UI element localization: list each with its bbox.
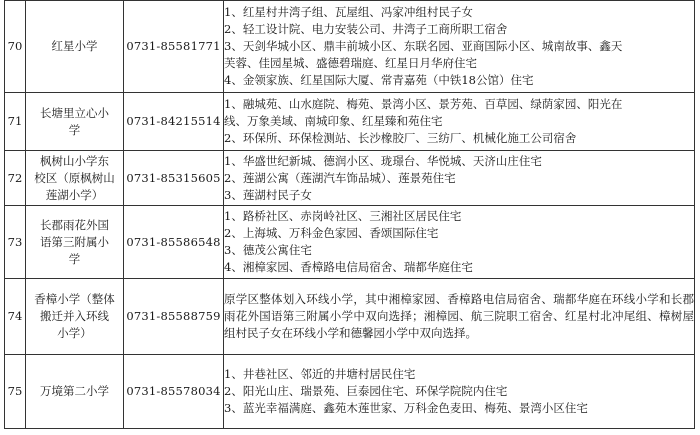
school-name — [26, 279, 124, 355]
district-areas — [224, 355, 695, 429]
school-name-line: 红星小学 — [51, 39, 98, 53]
school-phone: 0731-85581771 — [124, 1, 224, 93]
area-line: 1、融城苑、山水庭院、梅苑、景湾小区、景芳苑、百草园、绿荫家园、阳光在 — [224, 97, 623, 111]
school-name-line: 搬迁并入环线 — [40, 309, 109, 323]
area-paragraph: 原学区整体划入环线小学，其中湘樟家园、香樟路电信局宿舍、瑞都华庭在环线小学和长郡雨花外国语第三附属小学中双向选择；湘樟园、航三院职工宿舍、红星村北冲尾组、樟树屋组村民子女在环线小学和德馨园小学中双向选择。 — [224, 292, 694, 340]
district-areas — [224, 93, 695, 151]
row-number: 75 — [5, 355, 26, 429]
area-line: 1、红星村井湾子组、瓦屋组、冯家冲组村民子女 — [224, 5, 473, 19]
school-name — [26, 151, 124, 206]
school-phone: 0731-85315605 — [124, 151, 224, 206]
area-line: 1、华盛世纪新城、德润小区、珑璟台、华悦城、天济山庄住宅 — [224, 153, 542, 168]
table-row — [5, 151, 695, 206]
school-name — [26, 93, 124, 151]
area-line: 4、湘樟家园、香樟路电信局宿舍、瑞都华庭住宅 — [224, 260, 473, 274]
table-row — [5, 1, 695, 93]
area-line: 芙蓉、佳园星城、盛德碧瑞庭、红星日月华府住宅 — [224, 56, 477, 70]
area-line: 3、德茂公寓住宅 — [224, 243, 312, 257]
school-phone: 0731-85588759 — [124, 279, 224, 355]
area-line: 3、莲湖村民子女 — [224, 187, 312, 202]
row-number: 72 — [5, 151, 26, 206]
row-number: 74 — [5, 279, 26, 355]
area-line: 3、天剑华城小区、鼎丰前城小区、东联名园、亚商国际小区、城南故事、鑫天 — [224, 39, 623, 53]
area-line: 2、轻工设计院、电力安装公司、井湾子工商所职工宿舍 — [224, 22, 508, 36]
area-line: 2、上海城、万科金色家园、香颂国际住宅 — [224, 226, 439, 240]
school-name-line: 香樟小学（整体 — [34, 292, 115, 306]
area-line: 2、阳光山庄、瑞景苑、巨泰园住宅、环保学院院内住宅 — [224, 384, 508, 398]
school-name — [26, 355, 124, 429]
school-name-line: 学 — [68, 251, 81, 266]
area-line: 1、井巷社区、邻近的井塘村居民住宅 — [224, 367, 416, 381]
school-name-line: 长郡雨花外国 — [40, 217, 109, 232]
school-name-line: 枫树山小学东 — [40, 153, 109, 168]
district-areas — [224, 1, 695, 93]
area-line: 1、路桥社区、赤岗岭社区、三湘社区居民住宅 — [224, 209, 462, 223]
school-district-table — [4, 0, 695, 429]
school-name-line: 校区（原枫树山 — [34, 170, 115, 185]
school-phone: 0731-84215514 — [124, 93, 224, 151]
row-number: 71 — [5, 93, 26, 151]
area-line: 2、莲湖公寓（莲湖汽车饰品城）、莲景苑住宅 — [224, 170, 456, 185]
district-areas — [224, 206, 695, 279]
row-number: 70 — [5, 1, 26, 93]
school-name-line: 莲湖小学） — [45, 187, 104, 202]
table-row — [5, 279, 695, 355]
school-name-line: 语第三附属小 — [40, 234, 109, 249]
row-number: 73 — [5, 206, 26, 279]
table-row — [5, 93, 695, 151]
school-phone: 0731-85578034 — [124, 355, 224, 429]
area-line: 线、万象美域、南城印象、红星臻和苑住宅 — [224, 114, 443, 128]
table-row — [5, 355, 695, 429]
area-line: 2、环保所、环保检测站、长沙橡胶厂、三纺厂、机械化施工公司宿舍 — [224, 131, 577, 145]
district-areas — [224, 279, 695, 355]
area-line: 3、蓝光幸福满庭、鑫苑木莲世家、万科金色麦田、梅苑、景湾小区住宅 — [224, 401, 588, 415]
school-name-line: 长塘里立心小 — [40, 105, 109, 120]
district-areas — [224, 151, 695, 206]
school-name — [26, 1, 124, 93]
table-row — [5, 206, 695, 279]
school-name-line: 小学） — [57, 326, 92, 340]
school-phone: 0731-85586548 — [124, 206, 224, 279]
school-name — [26, 206, 124, 279]
school-name-line: 学 — [68, 122, 81, 137]
school-name-line: 万境第二小学 — [40, 384, 109, 398]
area-line: 4、金领家族、红星国际大厦、常青嘉苑（中铁18公馆）住宅 — [224, 73, 534, 87]
